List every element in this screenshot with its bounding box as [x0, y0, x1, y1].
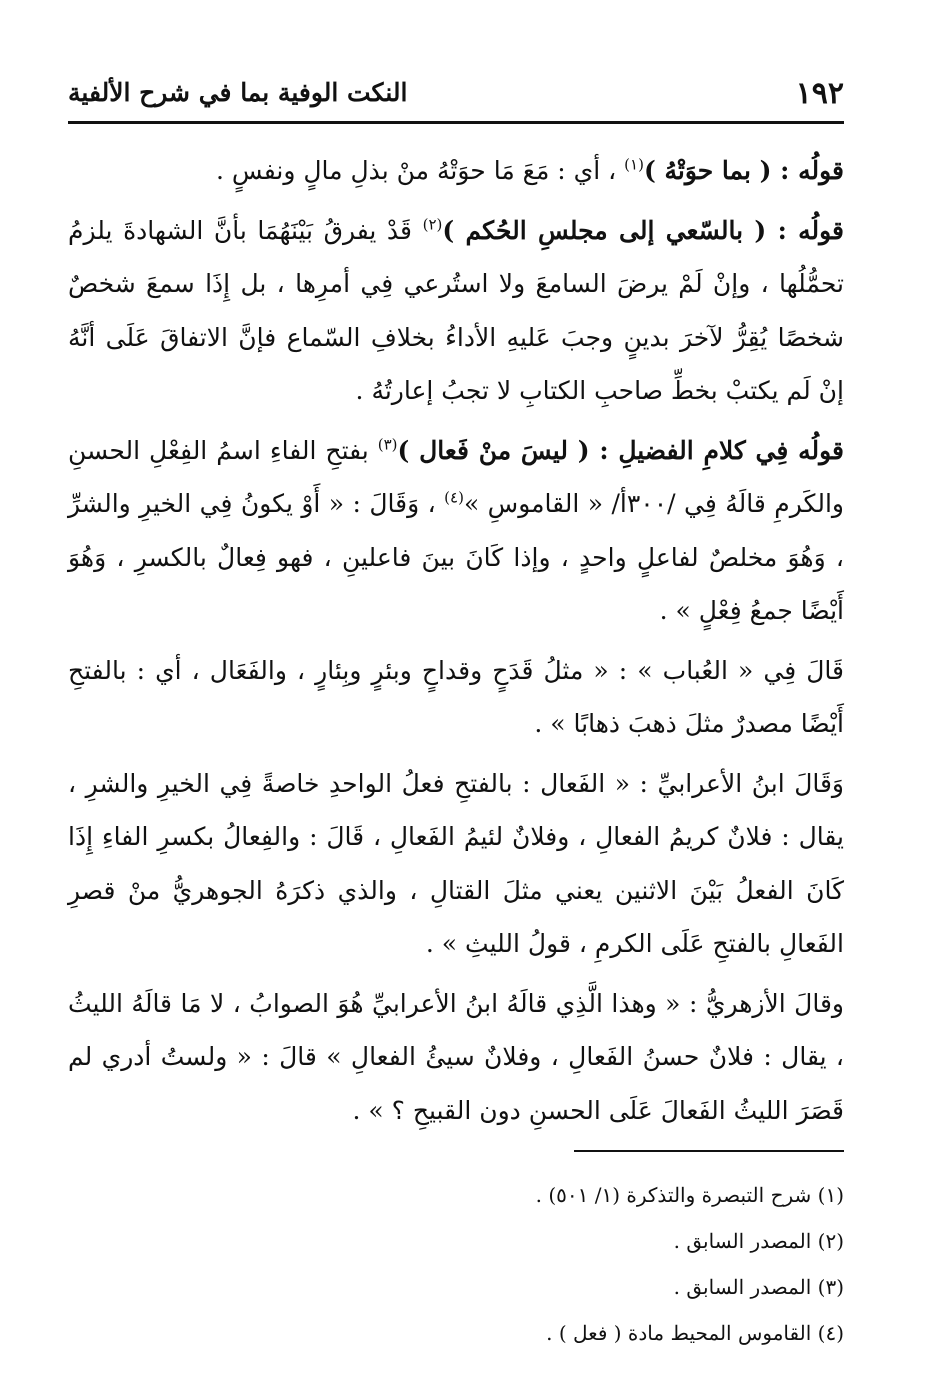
- paragraph-text: ، أي : مَعَ مَا حوَتْهُ منْ بذلِ مالٍ ونفسٍ .: [215, 156, 617, 185]
- footnote-1: (١) شرح التبصرة والتذكرة (١/ ٥٠١) .: [535, 1183, 844, 1207]
- running-title: النكت الوفية بما في شرح الألفية: [68, 78, 408, 107]
- running-header: [68, 68, 844, 120]
- paragraph-3: [68, 424, 844, 638]
- footnote-rule: [574, 1150, 844, 1152]
- paragraph-6: وقالَ الأزهريُّ : « وهذا الَّذِي قالَهُ ابنُ الأعرابيِّ هُوَ الصوابُ ، لا مَا قالَهُ الليثُ ، يقال : فلانٌ حسنُ الفَعالِ ، وفلانٌ سيئُ الفعالِ » قالَ : « ولستُ أدري لم قَصَرَ الليثُ الفَعالَ عَلَى الحسنِ دون القبيحِ ؟ » .: [68, 988, 844, 1125]
- main-text: [68, 144, 844, 1143]
- paragraph-text: قَدْ يفرقُ بَيْنَهُمَا بأنَّ الشهادةَ يلزمُ تحمُّلُها ، وإنْ لَمْ يرضَ السامعَ ولا استُرعي فِي أمرِها ، بل إِذَا سمعَ شخصٌ شخصًا يُقِرُّ لآخرَ بدينٍ وجبَ عَليهِ الأداءُ بخلافِ السّماع فإنَّ الاتفاقَ عَلَى أنَّهُ إنْ لَم يكتبْ بخطِّ صاحبِ الكتابِ لا تجبُ إعارتُهُ .: [68, 215, 844, 405]
- page-number: ١٩٢: [795, 76, 844, 111]
- footnote-ref-3: (٣): [377, 435, 398, 454]
- paragraph-4: قَالَ فِي « العُباب » : « مثلُ قَدَحٍ وقداحٍ وبئرٍ وبِئارٍ ، والفَعَال ، أي : بالفتحِ أَيْضًا مصدرٌ مثلَ ذهبَ ذهابًا » .: [68, 655, 844, 738]
- paragraph-text: بفتحِ الفاءِ اسمُ الفِعْلِ الحسنِ والكَرمِ قالَهُ فِي /٣٠٠أ/ « القاموسِ »: [68, 435, 844, 518]
- paragraph-2: [68, 204, 844, 418]
- paragraph-1: [68, 144, 844, 198]
- footnote-3: (٣) المصدر السابق .: [673, 1275, 844, 1299]
- quoted-phrase: قولُه : ( بما حوَتْهُ ): [643, 156, 844, 185]
- footnote-ref-2: (٢): [422, 215, 443, 234]
- quoted-phrase: قولُه فِي كلامِ الفضيلِ : ( ليسَ منْ فَعال ): [397, 435, 844, 465]
- paragraph-text: ، وَقَالَ : « أَوْ يكونُ فِي الخيرِ والشرِّ ، وَهُوَ مخلصٌ لفاعلٍ واحدٍ ، وإذا كَانَ بينَ فاعلينِ ، فهو فِعالٌ بالكسرِ ، وَهُوَ أَيْضًا جمعُ فِعْلٍ » .: [68, 489, 844, 625]
- footnote-4: (٤) القاموس المحيط مادة ( فعل ) .: [546, 1321, 844, 1345]
- quoted-phrase: قولُه : ( بالسّعي إلى مجلسِ الحُكم ): [442, 215, 845, 245]
- footnotes: [68, 1172, 844, 1356]
- footnote-2: (٢) المصدر السابق .: [673, 1229, 844, 1253]
- header-rule: [68, 121, 844, 124]
- footnote-ref-4: (٤): [444, 488, 464, 507]
- paragraph-5: وَقَالَ ابنُ الأعرابيِّ : « الفَعال : بالفتحِ فعلُ الواحدِ خاصةً فِي الخيرِ والشرِ ، يقال : فلانٌ كريمُ الفعالِ ، وفلانٌ لئيمُ الفَعالِ ، قَالَ : والفِعالُ بكسرِ الفاءِ إِذَا كَانَ الفعلُ بَيْنَ الاثنين يعني مثلَ القتالِ ، والذي ذكرَهُ الجوهريُّ منْ قصرِ الفَعالِ بالفتحِ عَلَى الكرمِ ، قولُ الليثِ » .: [68, 768, 844, 958]
- footnote-ref-1: (١): [624, 155, 644, 174]
